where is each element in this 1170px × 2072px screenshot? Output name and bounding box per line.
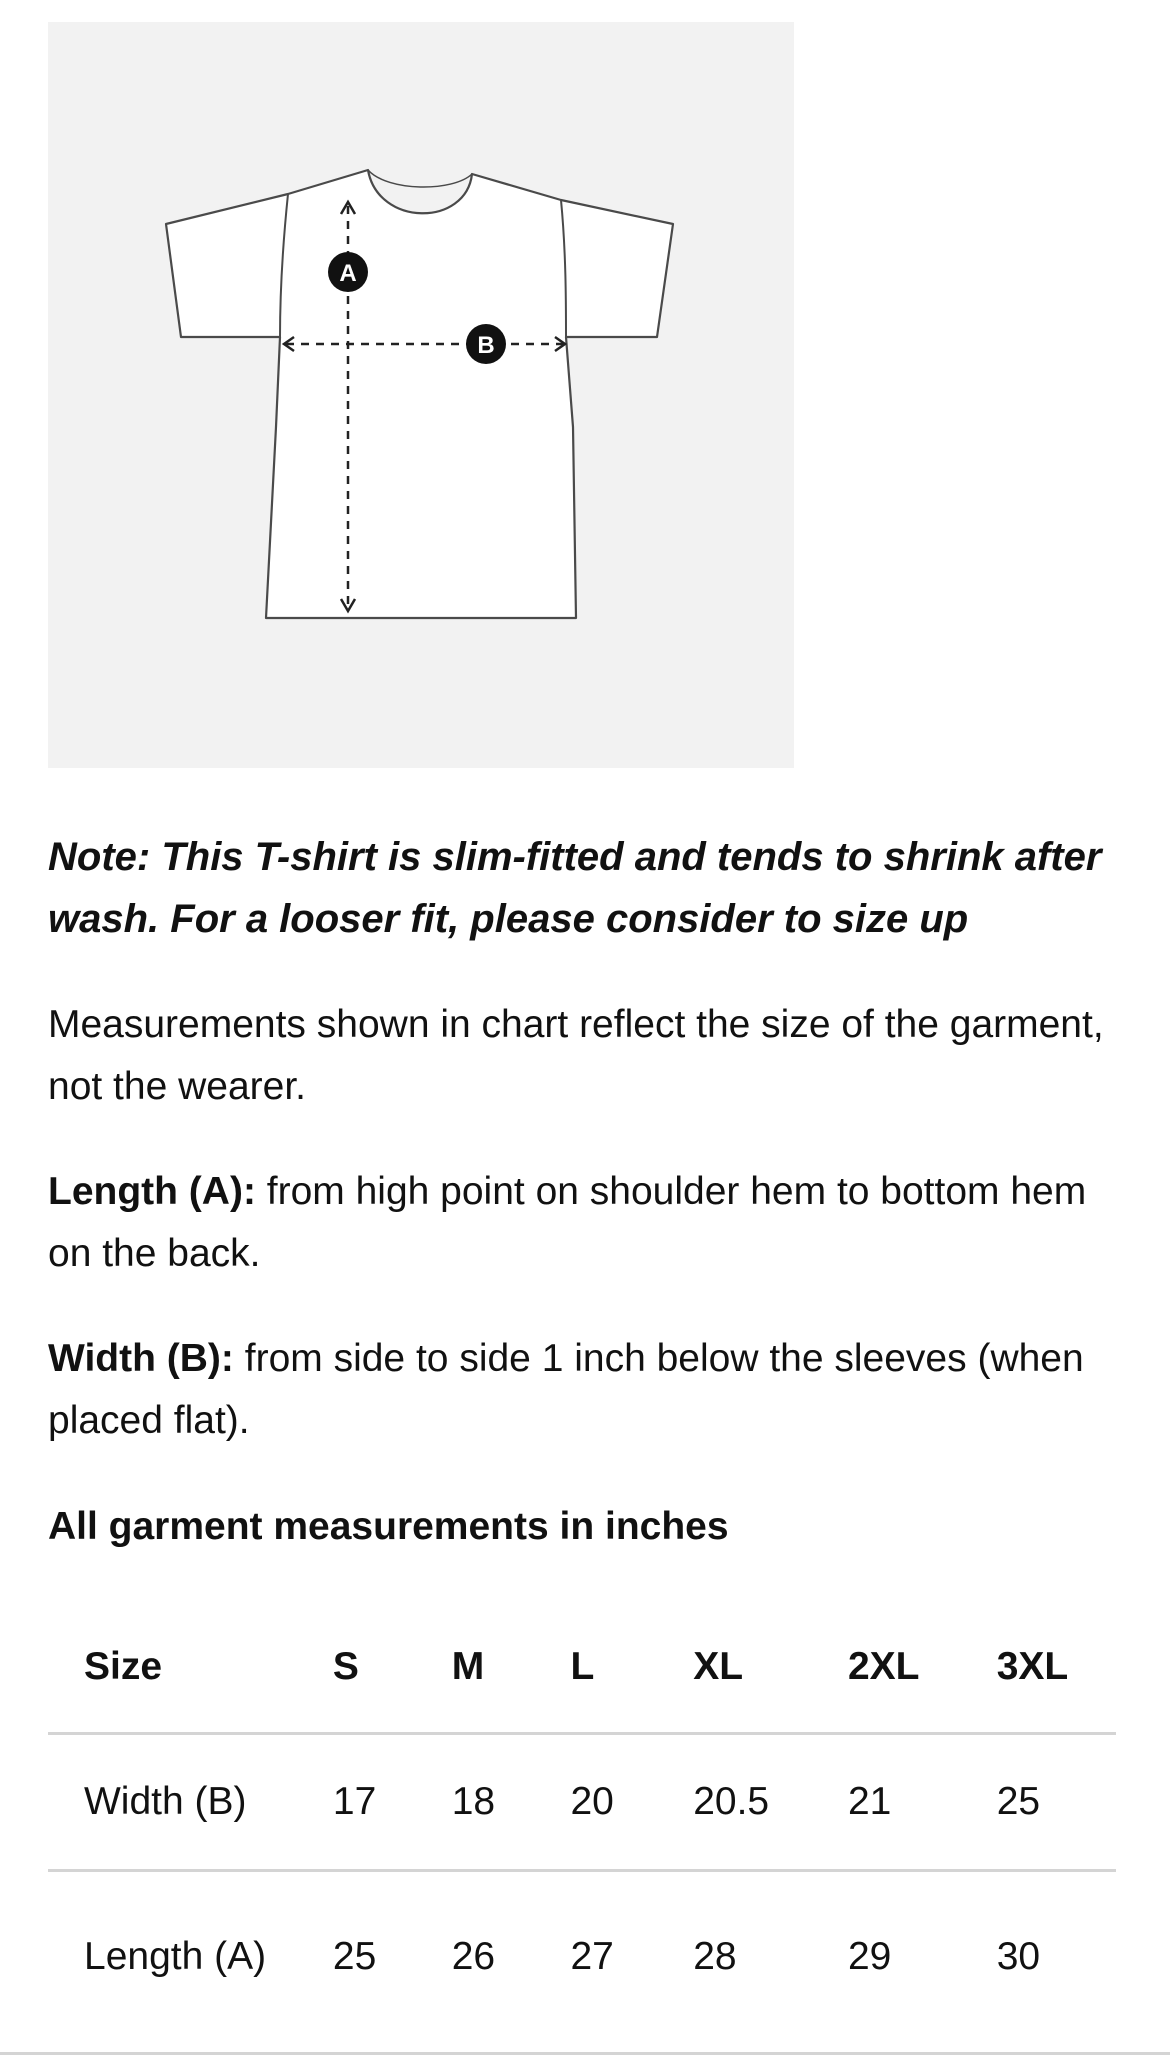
bottom-divider — [0, 2052, 1170, 2055]
table-cell: 20.5 — [693, 1734, 848, 1871]
label-b: B — [477, 332, 495, 359]
table-header-row — [48, 1602, 1116, 1734]
length-def-label: Length (A): — [48, 1170, 256, 1213]
table-cell: 18 — [452, 1734, 571, 1871]
label-a: A — [339, 260, 357, 287]
table-cell: 25 — [997, 1734, 1116, 1871]
table-cell: 21 — [848, 1734, 997, 1871]
table-cell: 28 — [693, 1935, 737, 1978]
label-a-marker — [328, 252, 368, 292]
table-cell: 25 — [332, 1935, 377, 1978]
label-b-marker — [466, 324, 506, 364]
table-cell: 29 — [847, 1935, 892, 1978]
row-label: Width (B) — [48, 1734, 333, 1871]
header-l: L — [570, 1602, 693, 1734]
measurements-explanation: Measurements shown in chart reflect the size of the garment, not the wearer. — [48, 1003, 1104, 1108]
fit-note: Note: This T-shirt is slim-fitted and tends to shrink after wash. For a looser fit, please consider to size up — [48, 835, 1102, 941]
row-label: Length (A) — [84, 1935, 267, 1978]
size-chart-table — [48, 1602, 1116, 2042]
length-definition — [48, 1161, 1138, 1285]
header-size: Size — [48, 1602, 333, 1734]
width-def-text: from side to side 1 inch below the sleeves (when placed flat). — [48, 1337, 1084, 1442]
table-cell: 26 — [451, 1935, 496, 1978]
header-3xl: 3XL — [997, 1602, 1116, 1734]
header-s: S — [333, 1602, 452, 1734]
tshirt-outline-icon — [48, 22, 794, 768]
tshirt-size-diagram — [48, 22, 794, 768]
length-def-text: from high point on shoulder hem to bottom hem on the back. — [48, 1170, 1087, 1275]
table-cell: 30 — [996, 1935, 1041, 1978]
table-cell: 27 — [570, 1935, 614, 1978]
header-m: M — [452, 1602, 571, 1734]
table-cell: 20 — [570, 1734, 693, 1871]
width-definition — [48, 1328, 1138, 1452]
table-cell: 17 — [333, 1734, 452, 1871]
header-2xl: 2XL — [848, 1602, 997, 1734]
table-heading: All garment measurements in inches — [48, 1505, 729, 1548]
table-row-length — [48, 1871, 1116, 2043]
header-xl: XL — [693, 1602, 848, 1734]
width-def-label: Width (B): — [48, 1337, 234, 1380]
table-row-width — [48, 1734, 1116, 1871]
